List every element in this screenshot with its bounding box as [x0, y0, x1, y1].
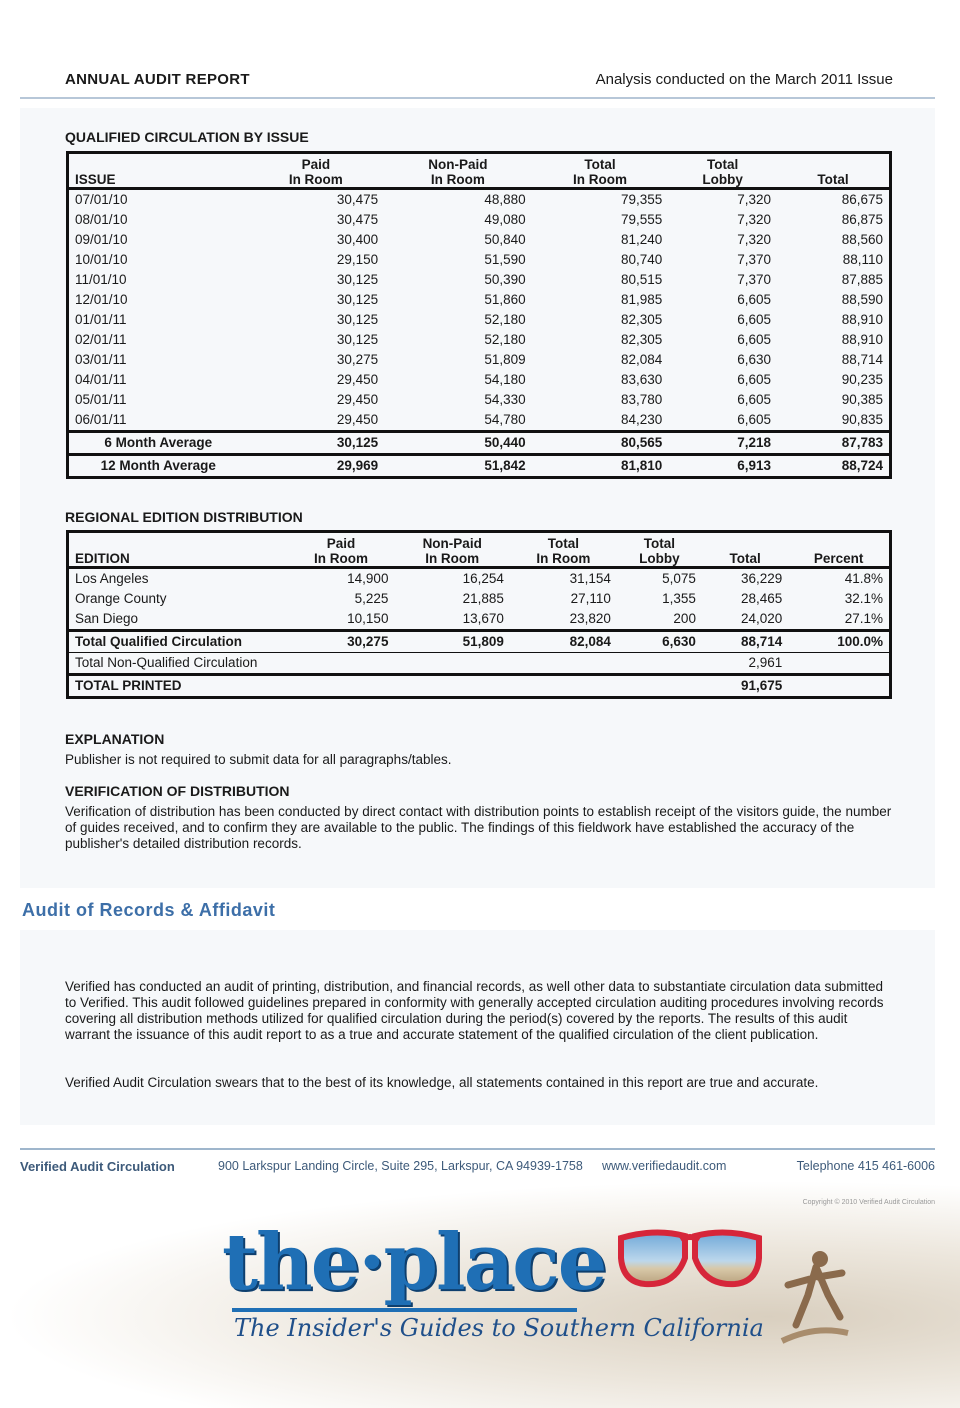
header-line-1: Total — [707, 157, 739, 172]
column-header — [68, 153, 248, 189]
header-line-1: Total — [584, 157, 616, 172]
non-qualified-label: Total Non-Qualified Circulation — [75, 655, 258, 670]
twelve-month-average-row — [68, 455, 891, 478]
header-divider — [20, 97, 935, 99]
table-cell: 41.8% — [844, 571, 883, 586]
affidavit-paragraph-1: Verified has conducted an audit of printing, distribution, and financial records, as well other data to substantiate circulation data submitted to Verified. This audit followed guidelines prepared in conformity with generally accepted circulation auditing procedures involving records covering all distribution methods utilized for qualified circulation during the period(s) covered by the reports. The results of this audit warrant the issuance of this audit report to as a true and accurate statement of the qualified circulation of the client publication. — [65, 979, 884, 1042]
table-cell: 82,084 — [621, 352, 663, 367]
table-cell: 30,125 — [336, 332, 379, 347]
qualified-table — [66, 151, 892, 479]
table-cell: 83,780 — [621, 392, 663, 407]
issue-date: 11/01/10 — [75, 272, 127, 287]
table-cell: 82,305 — [621, 332, 663, 347]
table-cell: 87,783 — [777, 432, 891, 455]
table-cell: 51,590 — [484, 252, 526, 267]
sunglasses-icon — [615, 1228, 765, 1294]
table-row — [68, 290, 891, 310]
table-cell: 90,835 — [841, 412, 883, 427]
footer-address: 900 Larkspur Landing Circle, Suite 295, Larkspur, CA 94939-1758 — [218, 1159, 583, 1173]
table-cell: 54,330 — [484, 392, 526, 407]
table-cell: 6,913 — [668, 455, 777, 478]
table-row — [68, 350, 891, 370]
table-cell: 14,900 — [347, 571, 389, 586]
table-cell: 29,450 — [336, 412, 379, 427]
verification-title: VERIFICATION OF DISTRIBUTION — [65, 783, 290, 799]
header-line-1: Paid — [326, 536, 356, 551]
table-row — [68, 210, 891, 230]
header-line-2: EDITION — [75, 551, 130, 566]
table-cell: 30,125 — [336, 292, 379, 307]
issue-date: 01/01/11 — [75, 312, 127, 327]
table-cell: 87,885 — [841, 272, 883, 287]
table-cell: 23,820 — [569, 611, 611, 626]
column-header — [288, 532, 395, 568]
header-line-2: In Room — [536, 551, 591, 566]
table-row — [68, 568, 891, 590]
logo-underline — [232, 1308, 577, 1312]
explanation-text: Publisher is not required to submit data for all paragraphs/tables. — [65, 752, 452, 767]
table-cell: 30,400 — [336, 232, 379, 247]
issue-date: 03/01/11 — [75, 352, 127, 367]
table-cell: 16,254 — [462, 571, 504, 586]
table-cell: 88,560 — [841, 232, 883, 247]
table-cell: 6,605 — [737, 392, 771, 407]
table-cell: 88,714 — [702, 631, 788, 653]
issue-date: 05/01/11 — [75, 392, 127, 407]
table-cell: 88,724 — [777, 455, 891, 478]
column-header — [68, 532, 288, 568]
table-cell: 86,875 — [841, 212, 883, 227]
table-cell: 80,515 — [621, 272, 663, 287]
header-line-1 — [75, 157, 242, 172]
column-header — [532, 153, 669, 189]
total-printed-row — [68, 675, 891, 698]
table-cell: 30,475 — [336, 192, 379, 207]
table-cell: 6,605 — [737, 332, 771, 347]
issue-date: 10/01/10 — [75, 252, 128, 267]
qualified-title: QUALIFIED CIRCULATION BY ISSUE — [65, 129, 309, 145]
table-cell: 51,842 — [384, 455, 532, 478]
column-header — [248, 153, 385, 189]
table-row — [68, 330, 891, 350]
header-line-1 — [783, 157, 883, 172]
header-line-1: Non-Paid — [428, 157, 488, 172]
footer-divider — [20, 1148, 935, 1150]
total-qualified-row — [68, 631, 891, 653]
table-cell: 7,320 — [737, 232, 771, 247]
table-cell: 52,180 — [484, 312, 526, 327]
regional-table — [66, 530, 892, 699]
column-header — [394, 532, 509, 568]
edition-name: Orange County — [75, 591, 167, 606]
table-cell: 81,240 — [621, 232, 663, 247]
table-cell: 6,605 — [737, 312, 771, 327]
footer-website[interactable]: www.verifiedaudit.com — [602, 1159, 727, 1173]
table-cell: 88,110 — [842, 252, 883, 267]
table-cell: 88,714 — [841, 352, 883, 367]
table-cell: 1,355 — [662, 591, 696, 606]
table-cell: 86,675 — [841, 192, 883, 207]
table-cell: 30,475 — [336, 212, 379, 227]
table-row — [68, 589, 891, 609]
table-row — [68, 410, 891, 432]
table-cell: 81,810 — [532, 455, 669, 478]
table-cell: 50,390 — [484, 272, 526, 287]
header-line-2: In Room — [425, 551, 480, 566]
issue-date: 04/01/11 — [75, 372, 127, 387]
table-row — [68, 310, 891, 330]
table-cell: 7,320 — [737, 192, 771, 207]
header-line-1 — [794, 536, 883, 551]
column-header — [668, 153, 777, 189]
header-line-2: In Room — [572, 172, 627, 187]
table-cell: 10,150 — [347, 611, 389, 626]
table-cell: 81,985 — [621, 292, 663, 307]
non-qualified-row — [68, 653, 891, 675]
analysis-note: Analysis conducted on the March 2011 Issue — [595, 71, 893, 88]
table-cell: 88,910 — [841, 332, 883, 347]
table-cell: 7,218 — [668, 432, 777, 455]
table-cell: 30,275 — [288, 631, 395, 653]
table-cell: 88,590 — [841, 292, 883, 307]
empty-cell — [788, 675, 890, 698]
table-cell: 6,630 — [617, 631, 702, 653]
table-row — [68, 230, 891, 250]
header-line-2: In Room — [288, 172, 343, 187]
table-row — [68, 270, 891, 290]
table-cell: 29,450 — [336, 392, 379, 407]
edition-name: Los Angeles — [75, 571, 149, 586]
header-line-1: Total — [643, 536, 676, 551]
column-header — [617, 532, 702, 568]
table-cell: 79,355 — [621, 192, 663, 207]
table-cell: 51,860 — [484, 292, 526, 307]
issue-date: 07/01/10 — [75, 192, 128, 207]
verification-text: Verification of distribution has been conducted by direct contact with distribution points to establish receipt of the visitors guide, the number of guides received, and to confirm they are available to the public. The findings of this fieldwork have established the accuracy of the publisher's detailed distribution records. — [65, 804, 892, 851]
table-cell: 24,020 — [741, 611, 783, 626]
table-cell: 6,605 — [737, 412, 771, 427]
header-line-2: Total — [817, 172, 849, 187]
brand-logo: the·place — [222, 1217, 606, 1308]
table-cell: 52,180 — [484, 332, 526, 347]
table-cell: 88,910 — [841, 312, 883, 327]
table-row — [68, 390, 891, 410]
brand-tagline: The Insider's Guides to Southern California — [234, 1314, 764, 1342]
table-cell: 6,605 — [737, 372, 771, 387]
table-cell: 200 — [673, 611, 696, 626]
header-line-2: Total — [729, 551, 761, 566]
table-cell: 82,084 — [510, 631, 617, 653]
table-cell: 31,154 — [569, 571, 611, 586]
table-cell: 6,630 — [737, 352, 771, 367]
report-title: ANNUAL AUDIT REPORT — [65, 71, 250, 88]
header-line-1: Total — [547, 536, 580, 551]
edition-name: San Diego — [75, 611, 139, 626]
empty-cell — [788, 653, 890, 675]
table-cell: 28,465 — [741, 591, 783, 606]
issue-date: 06/01/11 — [75, 412, 127, 427]
header-line-2: In Room — [313, 551, 368, 566]
header-line-1 — [75, 536, 282, 551]
table-row — [68, 250, 891, 270]
six-month-average-row — [68, 432, 891, 455]
header-line-2: In Room — [430, 172, 485, 187]
average-label: 12 Month Average — [68, 455, 248, 478]
table-cell: 7,370 — [737, 272, 771, 287]
table-cell: 30,125 — [336, 312, 379, 327]
issue-date: 09/01/10 — [75, 232, 128, 247]
table-cell: 90,385 — [841, 392, 883, 407]
table-row — [68, 609, 891, 631]
total-printed-value: 91,675 — [702, 675, 788, 698]
table-cell: 90,235 — [841, 372, 883, 387]
table-cell: 30,125 — [248, 432, 385, 455]
header-line-1: Non-Paid — [422, 536, 482, 551]
table-cell: 29,450 — [336, 372, 379, 387]
table-cell: 30,275 — [336, 352, 379, 367]
explanation-title: EXPLANATION — [65, 731, 165, 747]
table-cell: 51,809 — [484, 352, 526, 367]
table-cell: 79,555 — [621, 212, 663, 227]
table-cell: 27,110 — [570, 591, 611, 606]
footer-company: Verified Audit Circulation — [20, 1159, 175, 1174]
table-cell: 80,565 — [532, 432, 669, 455]
table-cell: 82,305 — [621, 312, 663, 327]
table-cell: 29,150 — [336, 252, 379, 267]
copyright-note: Copyright © 2010 Verified Audit Circulation — [802, 1199, 935, 1206]
total-label: Total Qualified Circulation — [68, 631, 288, 653]
column-header — [702, 532, 788, 568]
table-cell: 27.1% — [844, 611, 883, 626]
table-cell: 36,229 — [741, 571, 783, 586]
table-cell: 29,969 — [248, 455, 385, 478]
header-line-2: Lobby — [702, 172, 743, 187]
issue-date: 12/01/10 — [75, 292, 128, 307]
footer-phone: Telephone 415 461-6006 — [796, 1159, 935, 1173]
regional-title: REGIONAL EDITION DISTRIBUTION — [65, 509, 303, 525]
table-row — [68, 189, 891, 211]
column-header — [510, 532, 617, 568]
table-cell: 50,440 — [384, 432, 532, 455]
table-cell: 6,605 — [737, 292, 771, 307]
total-printed-label: TOTAL PRINTED — [68, 675, 702, 698]
table-cell: 32.1% — [844, 591, 883, 606]
issue-date: 02/01/11 — [75, 332, 127, 347]
table-cell: 30,125 — [336, 272, 379, 287]
table-cell: 51,809 — [394, 631, 509, 653]
table-cell: 54,180 — [484, 372, 526, 387]
affidavit-title: Audit of Records & Affidavit — [22, 900, 276, 920]
table-cell: 21,885 — [462, 591, 504, 606]
table-cell: 83,630 — [621, 372, 663, 387]
header-line-1: Paid — [301, 157, 331, 172]
table-cell: 49,080 — [484, 212, 526, 227]
table-cell: 80,740 — [621, 252, 663, 267]
column-header — [384, 153, 532, 189]
average-label: 6 Month Average — [68, 432, 248, 455]
header-line-1 — [708, 536, 782, 551]
header-line-2: Lobby — [639, 551, 680, 566]
table-cell: 50,840 — [484, 232, 526, 247]
header-line-2: Percent — [813, 551, 864, 566]
column-header — [777, 153, 891, 189]
table-cell: 7,370 — [737, 252, 771, 267]
table-cell: 5,225 — [354, 591, 389, 606]
table-row — [68, 370, 891, 390]
table-cell: 5,075 — [662, 571, 696, 586]
non-qualified-value: 2,961 — [748, 655, 783, 670]
affidavit-paragraph-2: Verified Audit Circulation swears that to the best of its knowledge, all statements contained in this report are true and accurate. — [65, 1075, 819, 1090]
header-line-2: ISSUE — [75, 172, 116, 187]
table-cell: 7,320 — [737, 212, 771, 227]
table-cell: 100.0% — [788, 631, 890, 653]
table-cell: 13,670 — [462, 611, 504, 626]
table-cell: 48,880 — [484, 192, 526, 207]
table-cell: 54,780 — [484, 412, 526, 427]
issue-date: 08/01/10 — [75, 212, 128, 227]
table-cell: 84,230 — [621, 412, 663, 427]
column-header — [788, 532, 890, 568]
surfer-icon — [780, 1245, 850, 1365]
